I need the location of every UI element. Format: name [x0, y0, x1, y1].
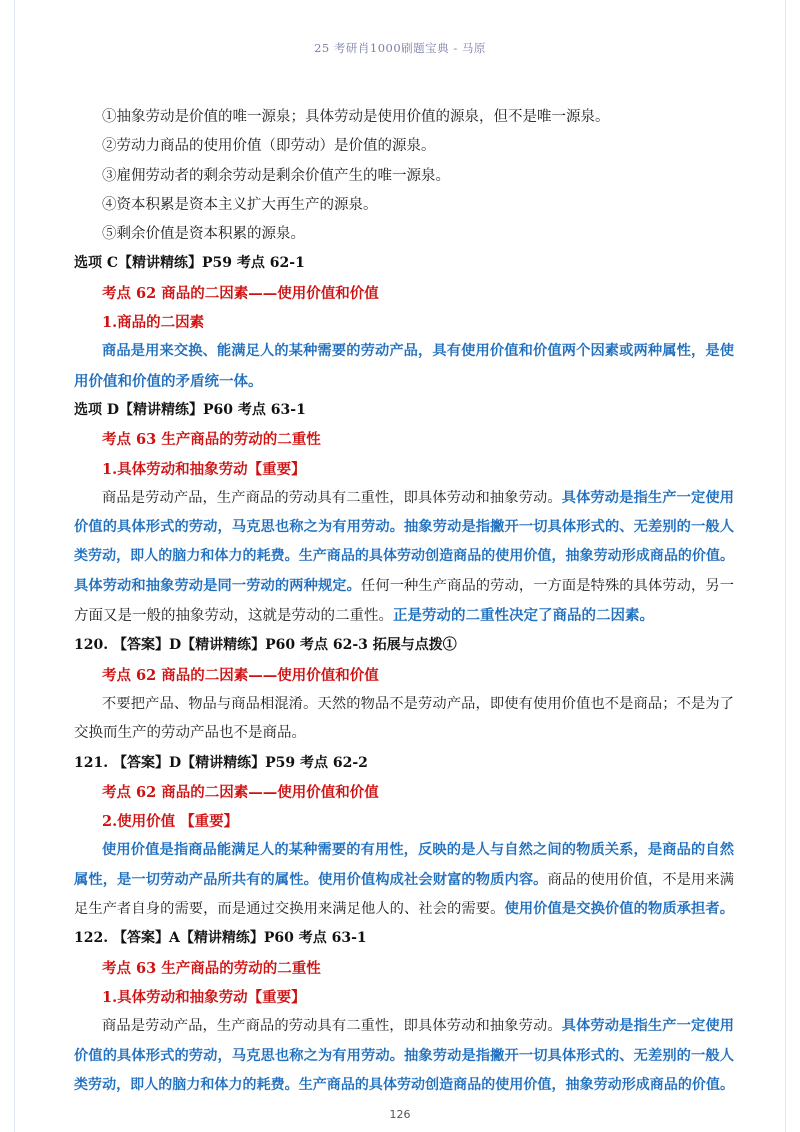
list-item: ④资本积累是资本主义扩大再生产的源泉。 [102, 196, 378, 213]
text-run: 属性，是一切劳动产品所共有的属性。使用价值构成社会财富的物质内容。 [74, 871, 548, 888]
answer-line: 122. 【答案】A【精讲精练】P60 考点 63-1 [74, 930, 367, 947]
list-item: ⑤剩余价值是资本积累的源泉。 [102, 226, 305, 243]
paragraph-line: 商品是用来交换、能满足人的某种需要的劳动产品，具有使用价值和价值两个因素或两种属性，是使 [102, 343, 734, 360]
paragraph-line [74, 866, 734, 895]
answer-line: 选项 D【精讲精练】P60 考点 63-1 [74, 401, 306, 418]
text-run: 使用价值是交换价值的物质承担者。 [504, 901, 734, 918]
paragraph-line: 价值的具体形式的劳动，马克思也称之为有用劳动。抽象劳动是指撇开一切具体形式的、无差别的一般人 [74, 519, 734, 536]
subheading: 1.具体劳动和抽象劳动【重要】 [102, 988, 306, 1006]
text-run: 商品的使用价值，不是用来满 [547, 871, 734, 888]
kaodian-title: 考点 63 生产商品的劳动的二重性 [102, 959, 321, 977]
paragraph-line [74, 601, 734, 631]
kaodian-title: 考点 62 商品的二因素——使用价值和价值 [102, 666, 379, 684]
text-run: 方面又是一般的抽象劳动，这就是劳动的二重性。 [74, 608, 393, 625]
list-item: ③雇佣劳动者的剩余劳动是剩余价值产生的唯一源泉。 [102, 167, 450, 184]
page-number: 126 [389, 1108, 411, 1121]
text-run: 具体劳动是指生产一定使用 [561, 1018, 734, 1035]
answer-line: 选项 C【精讲精练】P59 考点 62-1 [74, 255, 305, 272]
subheading: 1.商品的二因素 [102, 314, 205, 332]
paragraph-line [74, 1012, 734, 1041]
text-run: 任何一种生产商品的劳动，一方面是特殊的具体劳动，另一 [361, 577, 734, 594]
paragraph-line: 用价值和价值的矛盾统一体。 [74, 372, 263, 390]
text-run: 正是劳动的二重性决定了商品的二因素。 [393, 607, 654, 625]
paragraph-line: 类劳动，即人的脑力和体力的耗费。生产商品的具体劳动创造商品的使用价值，抽象劳动形成商品的价值。 [74, 1076, 734, 1093]
paragraph-line [74, 484, 734, 513]
kaodian-title: 考点 63 生产商品的劳动的二重性 [102, 431, 321, 449]
list-item: ②劳动力商品的使用价值（即劳动）是价值的源泉。 [102, 138, 436, 155]
list-item: ①抽象劳动是价值的唯一源泉；具体劳动是使用价值的源泉，但不是唯一源泉。 [102, 109, 610, 125]
page-content [74, 103, 734, 1100]
subheading: 2.使用价值 【重要】 [102, 813, 239, 831]
text-run: 具体劳动是指生产一定使用 [561, 489, 734, 506]
kaodian-title: 考点 62 商品的二因素——使用价值和价值 [102, 783, 379, 801]
paragraph-line [74, 895, 734, 924]
paragraph-line: 类劳动，即人的脑力和体力的耗费。生产商品的具体劳动创造商品的使用价值，抽象劳动形成商品的价值。 [74, 548, 734, 565]
text-run: 足生产者自身的需要，而是通过交换用来满足他人的、社会的需要。 [74, 901, 505, 918]
text-run: 商品是劳动产品，生产商品的劳动具有二重性，即具体劳动和抽象劳动。 [102, 1018, 562, 1035]
paragraph-line: 价值的具体形式的劳动，马克思也称之为有用劳动。抽象劳动是指撇开一切具体形式的、无差别的一般人 [74, 1047, 734, 1064]
text-run: 商品是劳动产品，生产商品的劳动具有二重性，即具体劳动和抽象劳动。 [102, 489, 562, 506]
subheading: 1.具体劳动和抽象劳动【重要】 [102, 460, 306, 478]
paragraph-line: 不要把产品、物品与商品相混淆。天然的物品不是劳动产品，即使有使用价值也不是商品；不是为了 [102, 695, 734, 712]
paragraph-line: 使用价值是指商品能满足人的某种需要的有用性，反映的是人与自然之间的物质关系，是商品的自然 [102, 842, 734, 859]
answer-line: 120. 【答案】D【精讲精练】P60 考点 62-3 拓展与点拨① [74, 637, 457, 654]
answer-line: 121. 【答案】D【精讲精练】P59 考点 62-2 [74, 754, 368, 771]
paragraph-line: 交换而生产的劳动产品也不是商品。 [74, 725, 306, 742]
page-header: 25 考研肖1000刷题宝典 - 马原 [314, 41, 486, 55]
paragraph-line [74, 572, 734, 601]
kaodian-title: 考点 62 商品的二因素——使用价值和价值 [102, 284, 379, 302]
text-run: 具体劳动和抽象劳动是同一劳动的两种规定。 [74, 577, 361, 594]
